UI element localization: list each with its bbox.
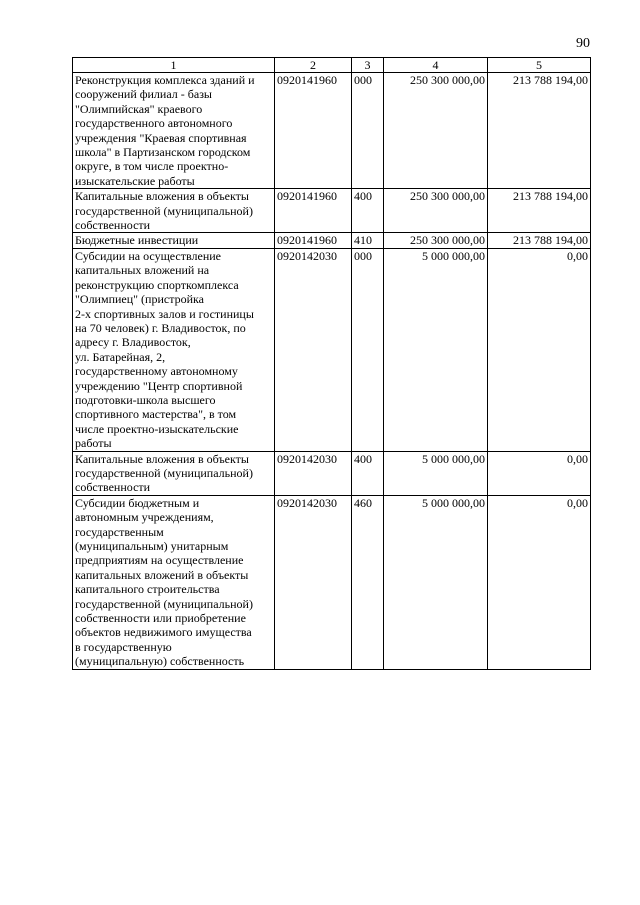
expense-name-line: "Олимпиец" (пристройка [75, 292, 205, 307]
header-cell: 3 [352, 58, 384, 73]
target-code: 0920141960 [275, 73, 352, 189]
expense-name [73, 189, 275, 233]
expense-name-line: объектов недвижимого имущества [75, 625, 252, 640]
header-row [73, 58, 591, 73]
expense-name-line: собственности [75, 218, 151, 233]
amount-plan: 5 000 000,00 [384, 248, 488, 451]
expense-name-line: (муниципальную) собственность [75, 654, 245, 669]
expense-name-line: государственному автономному [75, 364, 238, 379]
amount-executed: 0,00 [488, 248, 591, 451]
header-cell: 5 [488, 58, 591, 73]
expense-name-line: округе, в том числе проектно- [75, 159, 229, 174]
page-number: 90 [576, 36, 590, 51]
table-row [73, 73, 591, 189]
expense-type-code: 400 [352, 189, 384, 233]
expense-name-line: собственности [75, 480, 151, 495]
expense-type-code: 000 [352, 73, 384, 189]
expense-name-line: изыскательские работы [75, 173, 195, 188]
expense-name-line: капитальных вложений в объекты [75, 567, 249, 582]
expense-name-line: государственной (муниципальной) [75, 465, 253, 480]
target-code: 0920142030 [275, 248, 352, 451]
expense-name-line: собственности или приобретение [75, 611, 246, 626]
table-row [73, 495, 591, 669]
table-row [73, 233, 591, 248]
header-cell: 1 [73, 58, 275, 73]
expense-type-code: 410 [352, 233, 384, 248]
expense-name-line: государственного автономного [75, 116, 233, 131]
expense-name-line: ул. Батарейная, 2, [75, 349, 166, 364]
expense-name-line: капитального строительства [75, 582, 220, 597]
expense-name-line: государственной (муниципальной) [75, 596, 253, 611]
expense-name-line: спортивного мастерства", в том [75, 407, 237, 422]
expense-name-line: капитальных вложений на [75, 263, 210, 278]
expense-name-line: "Олимпийская" краевого [75, 101, 203, 116]
expense-name-line: подготовки-школа высшего [75, 392, 216, 407]
expense-name-line: на 70 человек) г. Владивосток, по [75, 320, 246, 335]
expense-name-line: школа" в Партизанском городском [75, 145, 251, 160]
target-code: 0920141960 [275, 233, 352, 248]
expense-name-line: Субсидии на осуществление [75, 248, 221, 263]
expense-name-line: (муниципальным) унитарным [75, 539, 229, 553]
amount-plan: 5 000 000,00 [384, 495, 488, 669]
expense-name-line: Капитальные вложения в объекты [75, 451, 249, 466]
expense-name-line: учреждению "Центр спортивной [75, 378, 243, 393]
expense-name-line: Реконструкция комплекса зданий и [75, 73, 255, 87]
amount-plan: 250 300 000,00 [384, 189, 488, 233]
expense-type-code: 400 [352, 451, 384, 495]
expense-name-line: числе проектно-изыскательские [75, 421, 239, 436]
expense-name-line: сооружений филиал - базы [75, 87, 212, 102]
expense-name-line: предприятиям на осуществление [75, 553, 244, 568]
amount-executed: 213 788 194,00 [488, 73, 591, 189]
amount-plan: 250 300 000,00 [384, 233, 488, 248]
expense-name-line: реконструкцию спорткомплекса [75, 277, 239, 292]
table-row [73, 189, 591, 233]
expense-name-line: Бюджетные инвестиции [75, 233, 199, 248]
expense-name-line: в государственную [75, 639, 172, 654]
table-row [73, 451, 591, 495]
amount-executed: 213 788 194,00 [488, 189, 591, 233]
expense-type-code: 000 [352, 248, 384, 451]
expense-name-line: адресу г. Владивосток, [75, 335, 191, 350]
expense-name [73, 248, 275, 451]
header-cell: 2 [275, 58, 352, 73]
expense-name-line: государственным [75, 524, 164, 539]
expense-name [73, 73, 275, 189]
amount-executed: 213 788 194,00 [488, 233, 591, 248]
expense-type-code: 460 [352, 495, 384, 669]
expense-name [73, 451, 275, 495]
target-code: 0920142030 [275, 451, 352, 495]
expense-name-line: работы [75, 436, 112, 451]
amount-plan: 250 300 000,00 [384, 73, 488, 189]
budget-table [72, 57, 591, 670]
amount-executed: 0,00 [488, 495, 591, 669]
amount-plan: 5 000 000,00 [384, 451, 488, 495]
header-cell: 4 [384, 58, 488, 73]
expense-name [73, 233, 275, 248]
expense-name-line: учреждения "Краевая спортивная [75, 130, 247, 145]
expense-name [73, 495, 275, 669]
expense-name-line: государственной (муниципальной) [75, 203, 253, 218]
expense-name-line: 2-х спортивных залов и гостиницы [75, 306, 254, 321]
amount-executed: 0,00 [488, 451, 591, 495]
expense-name-line: Капитальные вложения в объекты [75, 189, 249, 204]
target-code: 0920142030 [275, 495, 352, 669]
expense-name-line: Субсидии бюджетным и [75, 495, 200, 510]
table-row [73, 248, 591, 451]
expense-name-line: автономным учреждениям, [75, 510, 214, 525]
target-code: 0920141960 [275, 189, 352, 233]
